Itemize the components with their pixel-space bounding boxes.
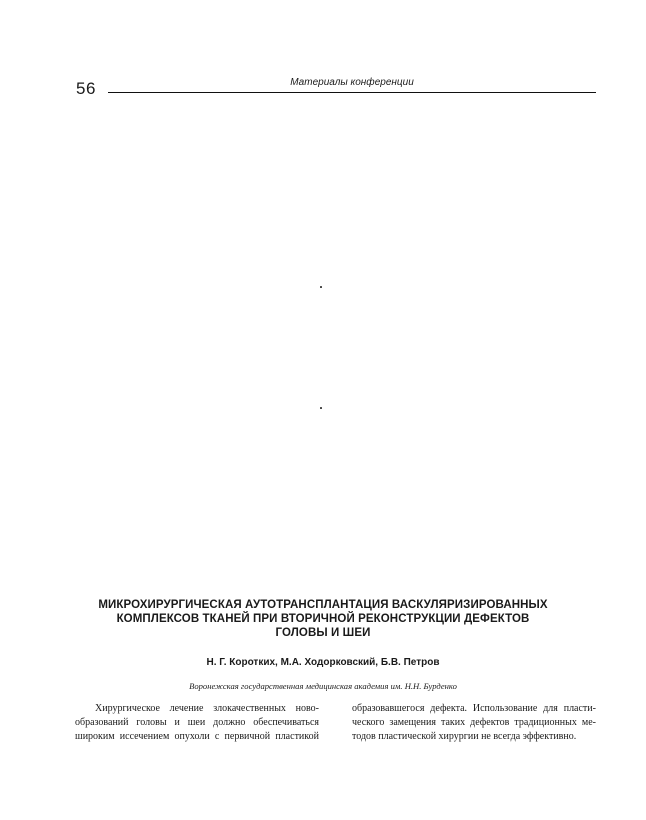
article-title: МИКРОХИРУРГИЧЕСКАЯ АУТОТРАНСПЛАНТАЦИЯ ВАСКУЛЯРИЗИРОВАННЫХ КОМПЛЕКСОВ ТКАНЕЙ ПРИ ВТОРИЧНОЙ РЕКОНСТРУКЦИИ ДЕФЕКТОВ ГОЛОВЫ И ШЕИ xyxy=(98,599,548,639)
body-line: ческого замещения таких дефектов традиционных ме- xyxy=(352,717,596,728)
scan-speck xyxy=(320,286,322,288)
article-authors: Н. Г. Коротких, М.А. Ходорковский, Б.В. Петров xyxy=(206,657,440,668)
body-line: Хирургическое лечение злокачественных ново- xyxy=(95,703,319,714)
body-line: тодов пластической хирургии не всегда эффективно. xyxy=(352,731,577,742)
scan-speck xyxy=(320,407,322,409)
body-column-left xyxy=(75,702,319,744)
header-rule xyxy=(108,92,596,93)
running-title: Материалы конференции xyxy=(290,77,414,88)
body-column-right xyxy=(352,702,596,744)
body-line: образовавшегося дефекта. Использование для пласти- xyxy=(352,703,596,714)
body-line: широким иссечением опухоли с первичной пластикой xyxy=(75,731,319,742)
page-number: 56 xyxy=(76,79,96,98)
article-affiliation: Воронежская государственная медицинская академия им. Н.Н. Бурденко xyxy=(189,681,457,691)
body-line: образований головы и шеи должно обеспечиваться xyxy=(75,717,319,728)
